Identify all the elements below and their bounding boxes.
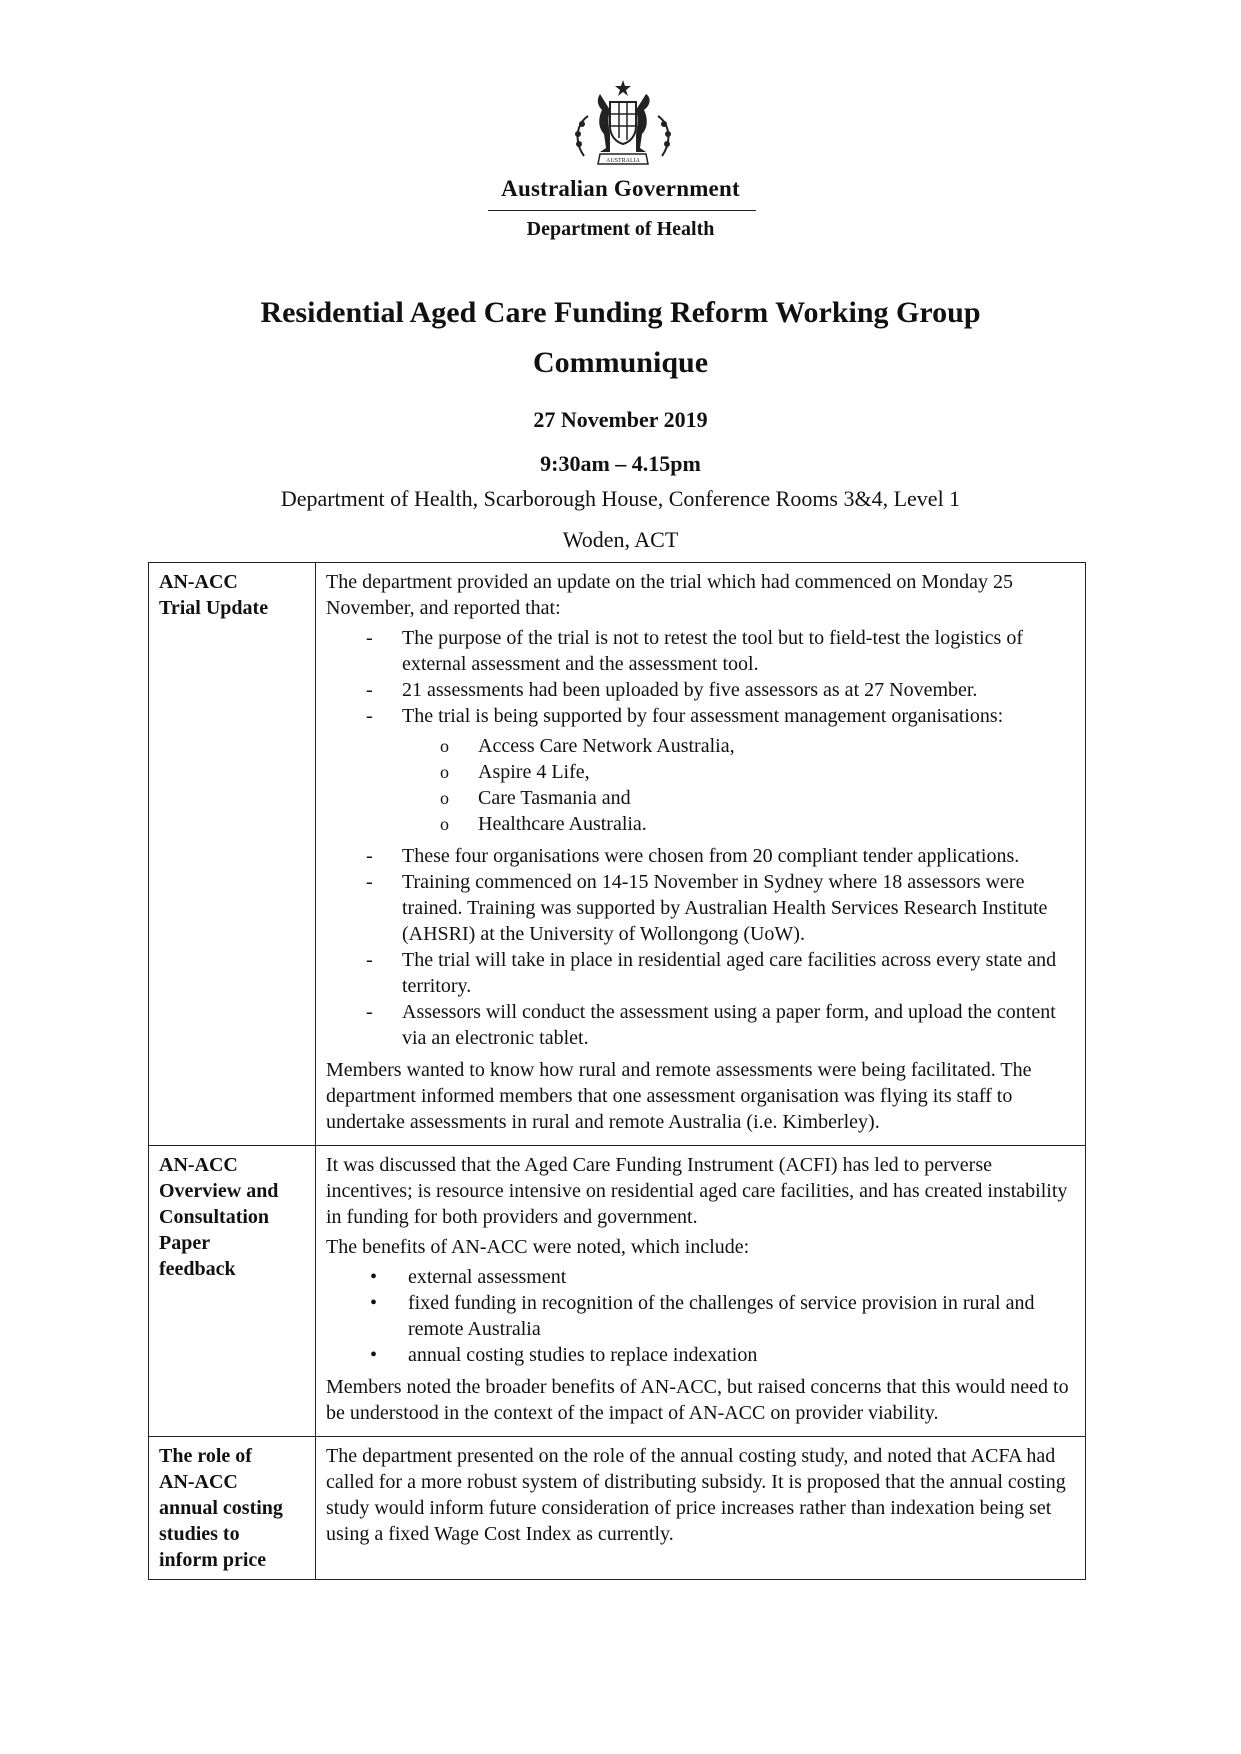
topic-cell (149, 563, 316, 1146)
topic-line: annual costing (159, 1497, 283, 1519)
paragraph: Members wanted to know how rural and remote assessments were being facilitated. The department informed members that one assessment organisation was flying its staff to undertake assessments in rural and remote Australia (i.e. Kimberley). (326, 1059, 1032, 1133)
list-item: - The trial will take in place in residential aged care facilities across every state and territory. (366, 949, 1057, 997)
government-name: Australian Government (501, 176, 740, 201)
venue-line-1: Department of Health, Scarborough House, Conference Rooms 3&4, Level 1 (280, 486, 961, 511)
list-item-text: The purpose of the trial is not to retest the tool but to field-test the logistics of external assessment and the assessment tool. (402, 627, 1023, 675)
paragraph: Members noted the broader benefits of AN-ACC, but raised concerns that this would need to be understood in the context of the impact of AN-ACC on provider viability. (326, 1376, 1069, 1424)
table-row (149, 563, 1086, 1146)
paragraph: It was discussed that the Aged Care Funding Instrument (ACFI) has led to perverse incentives; is resource intensive on residential aged care facilities, and has created instability in funding for both providers and government. (326, 1154, 1068, 1228)
paragraph: The benefits of AN-ACC were noted, which include: (326, 1236, 750, 1258)
list-item: • external assessment (370, 1266, 567, 1288)
list-item-text: Training commenced on 14-15 November in Sydney where 18 assessors were trained. Training was supported by Australian Health Services Research Institute (AHSRI) at the University of Wollongong (UoW). (402, 871, 1048, 945)
table-row (149, 1146, 1086, 1437)
list-item-text: These four organisations were chosen from 20 compliant tender applications. (402, 845, 1020, 867)
sub-list (326, 733, 1075, 837)
content-cell (316, 563, 1086, 1146)
list-item-text: Aspire 4 Life, (478, 761, 590, 783)
content-cell (316, 1146, 1086, 1437)
list-item-text: The trial will take in place in residential aged care facilities across every state and territory. (402, 949, 1057, 997)
list-item-text: annual costing studies to replace indexation (408, 1344, 758, 1366)
meeting-time: 9:30am – 4.15pm (540, 451, 701, 476)
topic-line: Trial Update (159, 597, 269, 619)
sub-list-item: o Aspire 4 Life, (440, 761, 590, 783)
list-item-text: Access Care Network Australia, (478, 735, 735, 757)
topic-line: The role of (159, 1445, 252, 1467)
list-item: - 21 assessments had been uploaded by five assessors as at 27 November. (366, 679, 978, 701)
title-line-1: Residential Aged Care Funding Reform Working Group (260, 296, 981, 329)
crest-motto: AUSTRALIA (606, 158, 640, 164)
list-item-text: Assessors will conduct the assessment using a paper form, and upload the content via an electronic tablet. (402, 1001, 1056, 1049)
topic-line: studies to (159, 1523, 240, 1545)
topic-cell (149, 1146, 316, 1437)
list-item-text: fixed funding in recognition of the challenges of service provision in rural and remote Australia (408, 1292, 1035, 1340)
list-item-text: The trial is being supported by four assessment management organisations: (402, 705, 1004, 727)
page-title (0, 288, 1241, 388)
topic-line: AN-ACC (159, 1154, 238, 1176)
topic-line: AN-ACC (159, 571, 238, 593)
meeting-venue (0, 478, 1241, 560)
sub-list-item: o Care Tasmania and (440, 787, 631, 809)
paragraph: The department provided an update on the trial which had commenced on Monday 25 November, and reported that: (326, 571, 1014, 619)
sub-list-item: o Access Care Network Australia, (440, 735, 735, 757)
agenda-table (148, 562, 1086, 1580)
list-item: - The purpose of the trial is not to retest the tool but to field-test the logistics of external assessment and the assessment tool. (366, 627, 1023, 675)
meeting-date: 27 November 2019 (533, 407, 708, 432)
bullet-list (326, 1264, 1075, 1368)
list-item-text: external assessment (408, 1266, 567, 1288)
department-name: Department of Health (526, 218, 715, 240)
list-item-text: Care Tasmania and (478, 787, 631, 809)
topic-line: AN-ACC (159, 1471, 238, 1493)
venue-line-2: Woden, ACT (562, 527, 679, 552)
topic-line: Paper (159, 1232, 211, 1254)
coat-of-arms-icon (548, 76, 698, 172)
list-item: - Assessors will conduct the assessment using a paper form, and upload the content via an electronic tablet. (366, 1001, 1056, 1049)
table-row (149, 1437, 1086, 1580)
topic-line: Consultation (159, 1206, 270, 1228)
list-item: - These four organisations were chosen from 20 compliant tender applications. (366, 845, 1020, 867)
meeting-datetime (0, 398, 1241, 486)
topic-line: inform price (159, 1549, 267, 1571)
content-cell (316, 1437, 1086, 1580)
list-item: • annual costing studies to replace indexation (370, 1344, 758, 1366)
list-item: • fixed funding in recognition of the challenges of service provision in rural and remote Australia (370, 1292, 1035, 1340)
sub-list-item: o Healthcare Australia. (440, 813, 647, 835)
dash-list (326, 625, 1075, 1051)
topic-cell (149, 1437, 316, 1580)
header-divider (488, 210, 756, 211)
topic-line: feedback (159, 1258, 236, 1280)
list-item: - Training commenced on 14-15 November in Sydney where 18 assessors were trained. Training was supported by Australian Health Services Research Institute (AHSRI) at the University of Wollongong (UoW). (366, 871, 1048, 945)
list-item-text: 21 assessments had been uploaded by five assessors as at 27 November. (402, 679, 978, 701)
list-item: - The trial is being supported by four assessment management organisations: o Access Care Network Australia, o Aspire 4 Life, o Care Tasmania and o Healthcare Australia. (326, 703, 1075, 837)
list-item-text: Healthcare Australia. (478, 813, 647, 835)
paragraph: The department presented on the role of the annual costing study, and noted that ACFA had called for a more robust system of distributing subsidy. It is proposed that the annual costing study would inform future consideration of price increases rather than indexation being set using a fixed Wage Cost Index as currently. (326, 1445, 1066, 1545)
topic-line: Overview and (159, 1180, 279, 1202)
title-line-2: Communique (532, 346, 709, 379)
